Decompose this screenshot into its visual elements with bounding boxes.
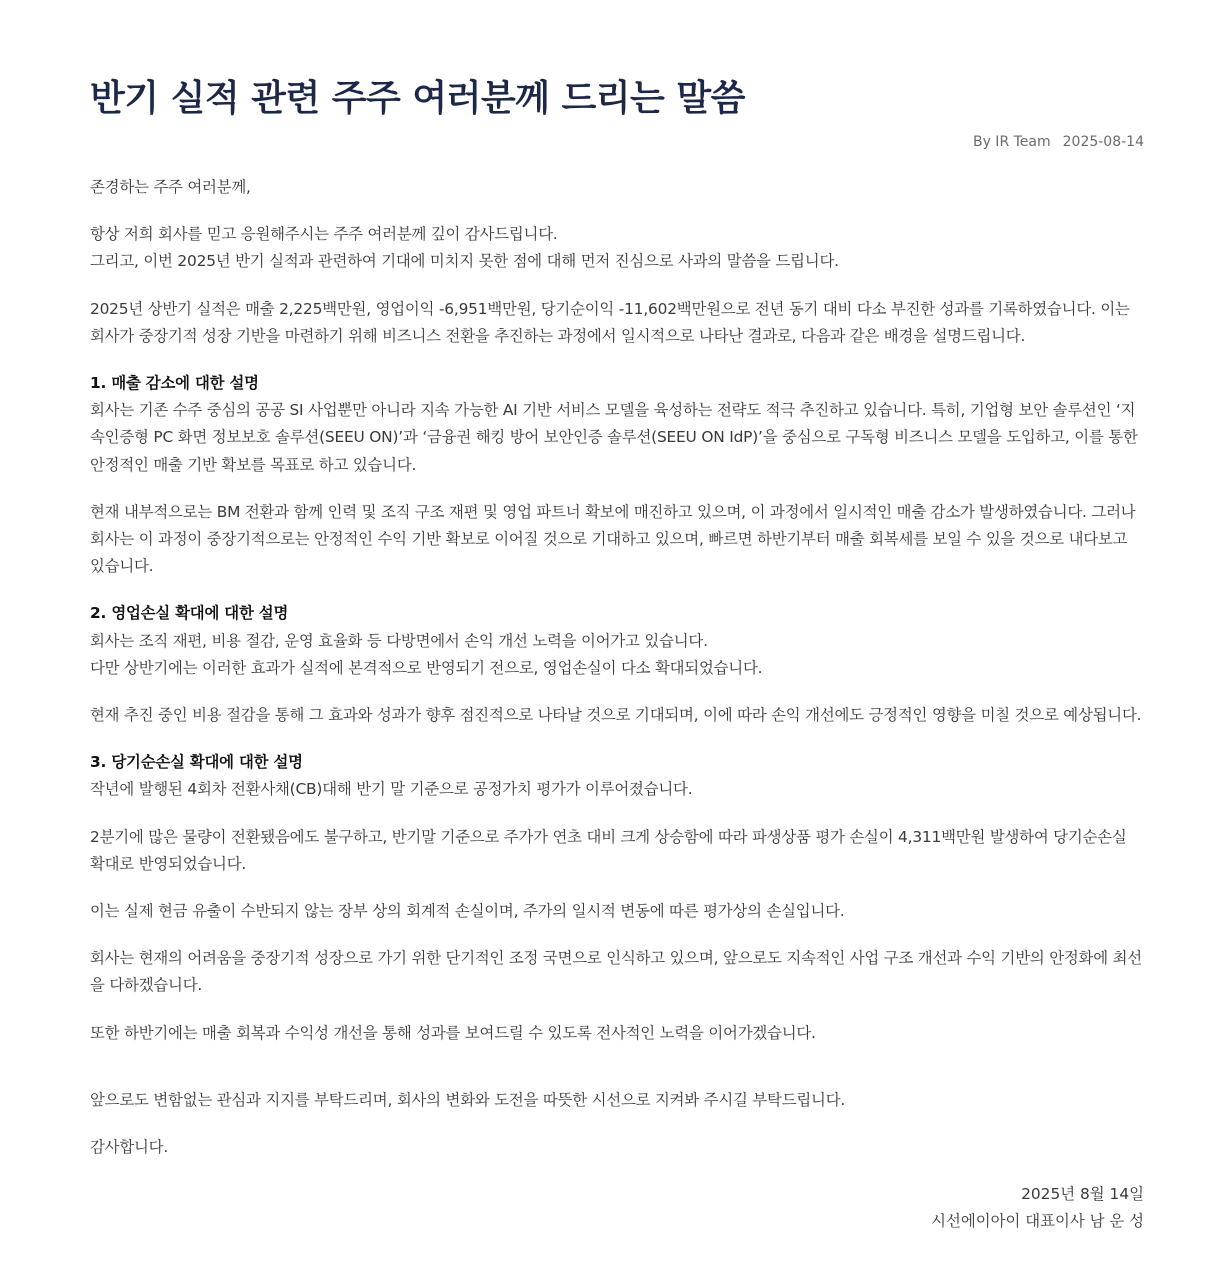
article-body (90, 174, 1144, 1161)
section-3-paragraph-2: 2분기에 많은 물량이 전환됐음에도 불구하고, 반기말 기준으로 주가가 연초 대비 크게 상승함에 따라 파생상품 평가 손실이 4,311백만원 발생하여 당기순손실 확대로 반영되었습니다. (90, 827, 1127, 873)
intro-line: 항상 저희 회사를 믿고 응원해주시는 주주 여러분께 깊이 감사드립니다. (90, 225, 558, 244)
future-paragraph-1: 회사는 현재의 어려움을 중장기적 성장으로 가기 위한 단기적인 조정 국면으로 인식하고 있으며, 앞으로도 지속적인 사업 구조 개선과 수익 기반의 안정화에 최선을 다하겠습니다. (90, 949, 1142, 995)
spacer (90, 1067, 1144, 1087)
section-1-heading: 1. 매출 감소에 대한 설명 (90, 374, 259, 393)
signature-block (90, 1181, 1144, 1235)
section-1-text: 회사는 기존 수주 중심의 공공 SI 사업뿐만 아니라 지속 가능한 AI 기반 서비스 모델을 육성하는 전략도 적극 추진하고 있습니다. 특히, 기업형 보안 솔루션인 ‘지속인증형 PC 화면 정보보호 솔루션(SEEU ON)’과 ‘금융권 해킹 방어 보안인증 솔루션(SEEU ON IdP)’을 중심으로 구독형 비즈니스 모델을 도입하고, 이를 통한 안정적인 매출 기반 확보를 목표로 하고 있습니다. (90, 401, 1138, 474)
intro-paragraph (90, 221, 1144, 275)
section-3-heading: 3. 당기순손실 확대에 대한 설명 (90, 753, 303, 772)
section-2-line: 회사는 조직 재편, 비용 절감, 운영 효율화 등 다방면에서 손익 개선 노력을 이어가고 있습니다. (90, 631, 708, 650)
section-1-paragraph-2: 현재 내부적으로는 BM 전환과 함께 인력 및 조직 구조 재편 및 영업 파트너 확보에 매진하고 있으며, 이 과정에서 일시적인 매출 감소가 발생하였습니다. 그러나 회사는 이 과정이 중장기적으로는 안정적인 수익 기반 확보로 이어질 것으로 기대하고 있으며, 빠르면 하반기부터 매출 회복세를 보일 수 있을 것으로 내다보고 있습니다. (90, 502, 1136, 576)
publish-date: 2025-08-14 (1062, 134, 1144, 150)
thanks-paragraph: 감사합니다. (90, 1138, 169, 1157)
section-2 (90, 600, 1144, 682)
section-2-heading: 2. 영업손실 확대에 대한 설명 (90, 604, 289, 623)
section-2-line: 다만 상반기에는 이러한 효과가 실적에 본격적으로 반영되기 전으로, 영업손실이 다소 확대되었습니다. (90, 658, 763, 677)
section-1 (90, 370, 1144, 479)
intro-line: 그리고, 이번 2025년 반기 실적과 관련하여 기대에 미치지 못한 점에 대해 먼저 진심으로 사과의 말씀을 드립니다. (90, 252, 839, 271)
greeting: 존경하는 주주 여러분께, (90, 178, 251, 196)
page-title: 반기 실적 관련 주주 여러분께 드리는 말씀 (90, 78, 745, 119)
author-label: By IR Team (972, 134, 1051, 150)
article-meta (90, 132, 1144, 152)
future-paragraph-2: 또한 하반기에는 매출 회복과 수익성 개선을 통해 성과를 보여드릴 수 있도록 전사적인 노력을 이어가겠습니다. (90, 1023, 816, 1042)
section-2-paragraph-2: 현재 추진 중인 비용 절감을 통해 그 효과와 성과가 향후 점진적으로 나타날 것으로 기대되며, 이에 따라 손익 개선에도 긍정적인 영향을 미칠 것으로 예상됩니다. (90, 706, 1142, 725)
results-paragraph: 2025년 상반기 실적은 매출 2,225백만원, 영업이익 -6,951백만원, 당기순이익 -11,602백만원으로 전년 동기 대비 다소 부진한 성과를 기록하였습니다. 이는 회사가 중장기적 성장 기반을 마련하기 위해 비즈니스 전환을 추진하는 과정에서 일시적으로 나타난 결과로, 다음과 같은 배경을 설명드립니다. (90, 299, 1130, 345)
signature-name: 시선에이아이 대표이사 남 운 성 (931, 1212, 1144, 1231)
signature-date: 2025년 8월 14일 (1021, 1185, 1144, 1204)
section-3-text: 작년에 발행된 4회차 전환사채(CB)대해 반기 말 기준으로 공정가치 평가가 이루어졌습니다. (90, 780, 693, 799)
section-3 (90, 749, 1144, 803)
closing-paragraph: 앞으로도 변함없는 관심과 지지를 부탁드리며, 회사의 변화와 도전을 따뜻한 시선으로 지켜봐 주시길 부탁드립니다. (90, 1090, 846, 1109)
article (90, 0, 1144, 1236)
section-3-paragraph-3: 이는 실제 현금 유출이 수반되지 않는 장부 상의 회계적 손실이며, 주가의 일시적 변동에 따른 평가상의 손실입니다. (90, 902, 845, 921)
